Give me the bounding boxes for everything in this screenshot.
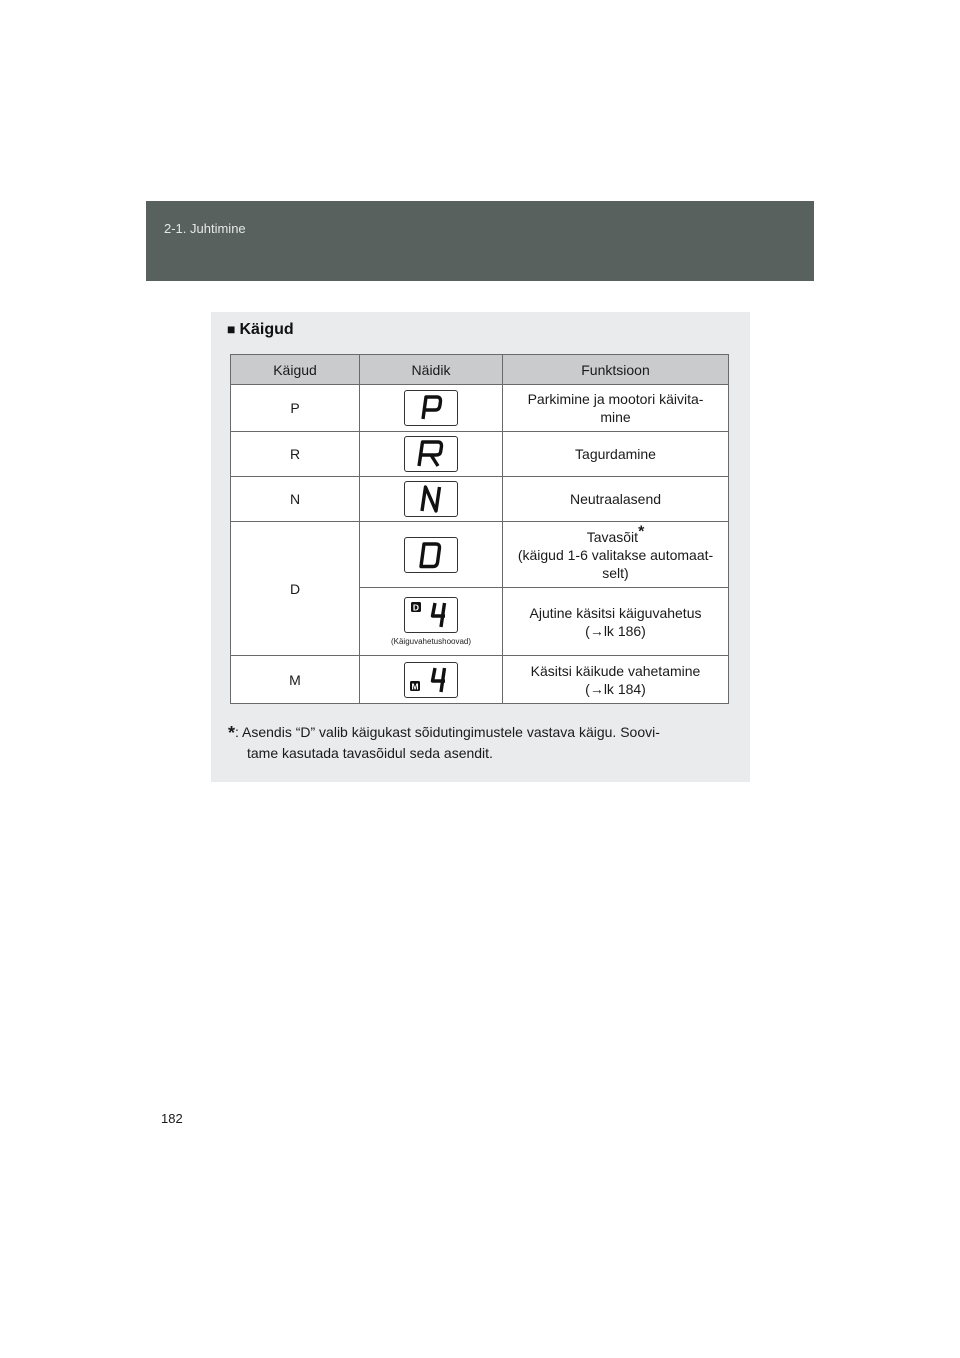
gear-display-d-icon bbox=[404, 537, 458, 573]
function-text bbox=[509, 522, 722, 546]
gear-cell: R bbox=[231, 432, 360, 477]
column-header-gear: Käigud bbox=[231, 355, 360, 385]
function-text: (→lk 186) bbox=[585, 622, 646, 639]
table-row bbox=[231, 477, 729, 522]
gear-display-n-icon bbox=[404, 481, 458, 517]
function-text: (käigud 1-6 valitakse automaat- bbox=[517, 546, 714, 563]
gear-table bbox=[230, 354, 729, 704]
function-cell bbox=[503, 522, 729, 588]
indicator-caption: (Käiguvahetushoovad) bbox=[390, 637, 472, 646]
gear-display-d4-icon bbox=[404, 597, 458, 633]
footnote-marker: * bbox=[638, 522, 645, 540]
function-text-main: Tavasõit bbox=[586, 528, 639, 545]
info-box bbox=[211, 312, 750, 782]
gear-cell: P bbox=[231, 385, 360, 432]
section-title bbox=[227, 321, 294, 339]
function-text: (→lk 184) bbox=[585, 680, 646, 697]
square-bullet-icon: ■ bbox=[227, 321, 236, 337]
function-text: Tagurdamine bbox=[575, 446, 656, 462]
indicator-cell bbox=[360, 522, 503, 588]
chapter-header-band bbox=[146, 201, 814, 281]
gear-cell: D bbox=[231, 522, 360, 656]
indicator-cell bbox=[360, 385, 503, 432]
function-cell bbox=[503, 588, 729, 656]
function-text: mine bbox=[600, 409, 631, 425]
table-row bbox=[231, 656, 729, 704]
footnote-line2: tame kasutada tavasõidul seda asendit. bbox=[247, 745, 493, 761]
indicator-cell bbox=[360, 432, 503, 477]
gear-display-m4-icon bbox=[404, 662, 458, 698]
function-cell bbox=[503, 385, 729, 432]
section-title-text: Käigud bbox=[239, 321, 294, 338]
function-text: Käsitsi käikude vahetamine bbox=[530, 662, 701, 679]
indicator-cell bbox=[360, 656, 503, 704]
table-row bbox=[231, 385, 729, 432]
function-cell bbox=[503, 477, 729, 522]
svg-text:M: M bbox=[411, 681, 419, 691]
footnote bbox=[228, 722, 734, 763]
indicator-cell bbox=[360, 477, 503, 522]
table-header-row bbox=[231, 355, 729, 385]
function-text: Ajutine käsitsi käiguvahetus bbox=[529, 604, 702, 621]
gear-display-r-icon bbox=[404, 436, 458, 472]
indicator-cell bbox=[360, 588, 503, 656]
column-header-indicator: Näidik bbox=[360, 355, 503, 385]
gear-display-p-icon bbox=[404, 390, 458, 426]
function-cell bbox=[503, 432, 729, 477]
footnote-star: * bbox=[228, 723, 236, 743]
function-text: Parkimine ja mootori käivita- bbox=[527, 391, 704, 407]
function-text: selt) bbox=[602, 564, 629, 581]
page-number: 182 bbox=[161, 1111, 183, 1126]
column-header-function: Funktsioon bbox=[503, 355, 729, 385]
chapter-label: 2-1. Juhtimine bbox=[164, 221, 246, 236]
function-text: Neutraalasend bbox=[569, 491, 662, 507]
table-row bbox=[231, 432, 729, 477]
footnote-line1: : Asendis “D” valib käigukast sõidutingimustele vastava käigu. Soovi- bbox=[235, 724, 660, 740]
svg-text:D: D bbox=[412, 602, 420, 613]
gear-cell: N bbox=[231, 477, 360, 522]
gear-cell: M bbox=[231, 656, 360, 704]
table-row bbox=[231, 522, 729, 588]
function-cell bbox=[503, 656, 729, 704]
